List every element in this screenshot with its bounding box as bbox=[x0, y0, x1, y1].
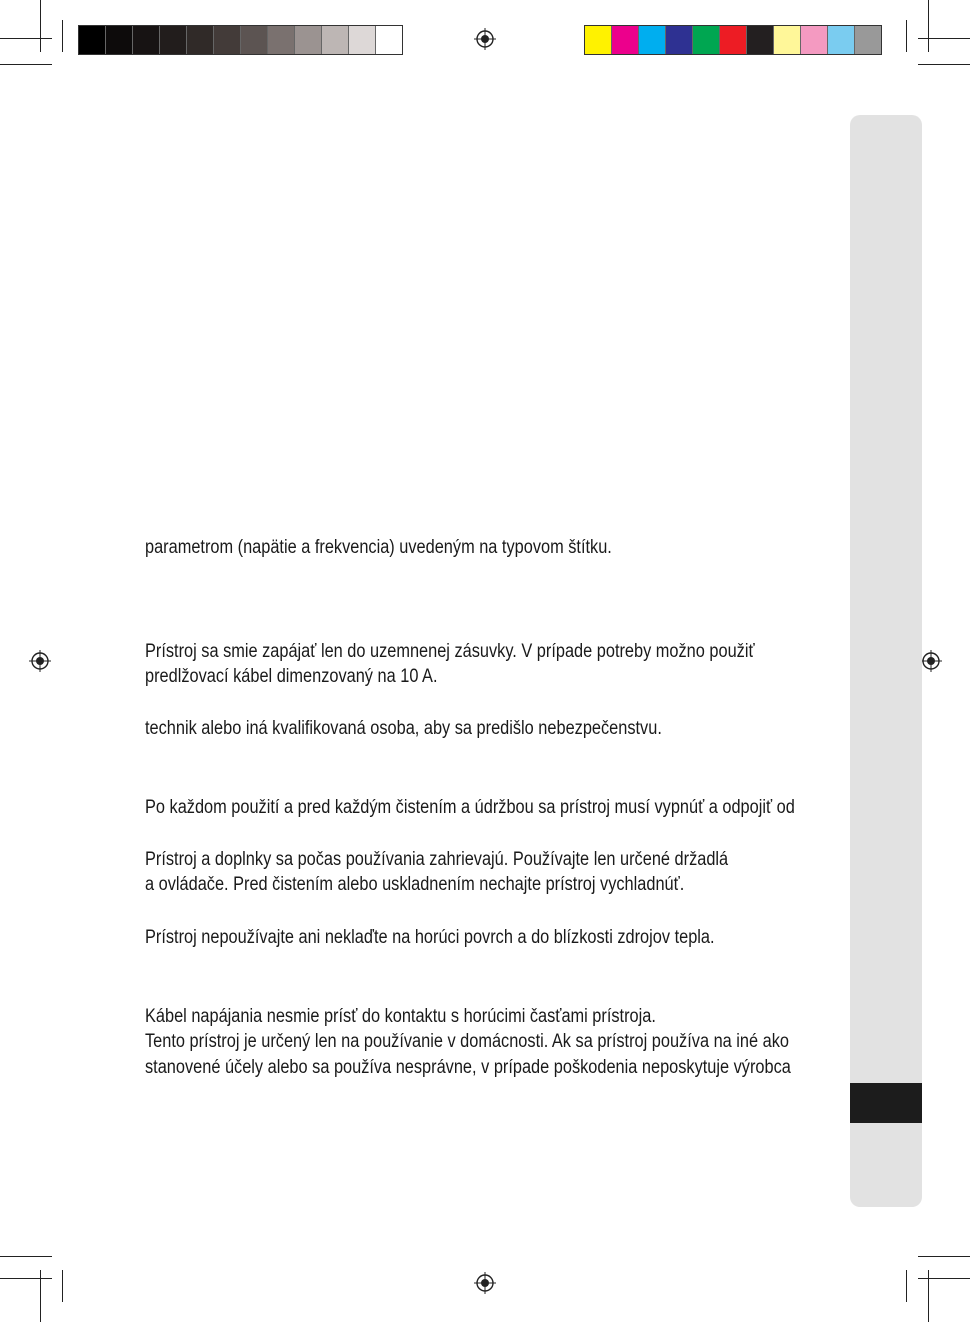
color-swatch bbox=[349, 26, 376, 54]
crop-mark bbox=[928, 0, 929, 52]
crop-mark bbox=[0, 64, 52, 65]
color-swatch bbox=[295, 26, 322, 54]
color-swatch bbox=[693, 26, 720, 54]
text-line: Po každom použití a pred každým čistením a údržbou sa prístroj musí vypnúť a odpojiť od bbox=[145, 797, 795, 818]
crop-mark bbox=[928, 1270, 929, 1322]
side-tab-marker bbox=[850, 1083, 922, 1123]
crop-mark bbox=[918, 64, 970, 65]
color-swatch bbox=[106, 26, 133, 54]
color-swatch bbox=[322, 26, 349, 54]
grayscale-color-bar bbox=[78, 25, 403, 55]
color-swatch bbox=[187, 26, 214, 54]
crop-mark bbox=[918, 1278, 970, 1279]
registration-mark-icon bbox=[474, 28, 496, 50]
registration-mark-icon bbox=[474, 1272, 496, 1294]
text-line: Prístroj nepoužívajte ani neklaďte na horúci povrch a do blízkosti zdrojov tepla. bbox=[145, 927, 715, 948]
text-line: a ovládače. Pred čistením alebo uskladnením nechajte prístroj vychladnúť. bbox=[145, 874, 685, 895]
color-swatch bbox=[801, 26, 828, 54]
text-line: Prístroj a doplnky sa počas používania zahrievajú. Používajte len určené držadlá bbox=[145, 849, 729, 870]
color-swatch bbox=[747, 26, 774, 54]
text-line: parametrom (napätie a frekvencia) uvedeným na typovom štítku. bbox=[145, 537, 612, 558]
process-color-bar bbox=[584, 25, 882, 55]
crop-mark bbox=[918, 38, 970, 39]
crop-mark bbox=[906, 1270, 907, 1302]
color-swatch bbox=[639, 26, 666, 54]
crop-mark bbox=[40, 1270, 41, 1322]
crop-mark bbox=[0, 1278, 52, 1279]
crop-mark bbox=[40, 0, 41, 52]
color-swatch bbox=[160, 26, 187, 54]
color-swatch bbox=[376, 26, 402, 54]
color-swatch bbox=[612, 26, 639, 54]
side-tab bbox=[850, 115, 922, 1207]
text-line: Tento prístroj je určený len na používanie v domácnosti. Ak sa prístroj používa na iné ako bbox=[145, 1031, 789, 1052]
color-swatch bbox=[133, 26, 160, 54]
color-swatch bbox=[774, 26, 801, 54]
crop-mark bbox=[906, 20, 907, 52]
text-line: stanovené účely alebo sa používa nesprávne, v prípade poškodenia neposkytuje výrobca bbox=[145, 1057, 791, 1078]
crop-mark bbox=[0, 38, 52, 39]
text-line: Kábel napájania nesmie prísť do kontaktu s horúcimi časťami prístroja. bbox=[145, 1006, 656, 1027]
color-swatch bbox=[828, 26, 855, 54]
color-swatch bbox=[241, 26, 268, 54]
color-swatch bbox=[268, 26, 295, 54]
color-swatch bbox=[214, 26, 241, 54]
color-swatch bbox=[79, 26, 106, 54]
registration-mark-icon bbox=[920, 650, 942, 672]
crop-mark bbox=[62, 20, 63, 52]
color-swatch bbox=[585, 26, 612, 54]
color-swatch bbox=[720, 26, 747, 54]
crop-mark bbox=[62, 1270, 63, 1302]
crop-mark bbox=[0, 1256, 52, 1257]
color-swatch bbox=[666, 26, 693, 54]
text-line: technik alebo iná kvalifikovaná osoba, aby sa predišlo nebezpečenstvu. bbox=[145, 718, 662, 739]
text-line: predlžovací kábel dimenzovaný na 10 A. bbox=[145, 666, 438, 687]
crop-mark bbox=[918, 1256, 970, 1257]
registration-mark-icon bbox=[29, 650, 51, 672]
text-line: Prístroj sa smie zapájať len do uzemnenej zásuvky. V prípade potreby možno použiť bbox=[145, 641, 755, 662]
color-swatch bbox=[855, 26, 881, 54]
